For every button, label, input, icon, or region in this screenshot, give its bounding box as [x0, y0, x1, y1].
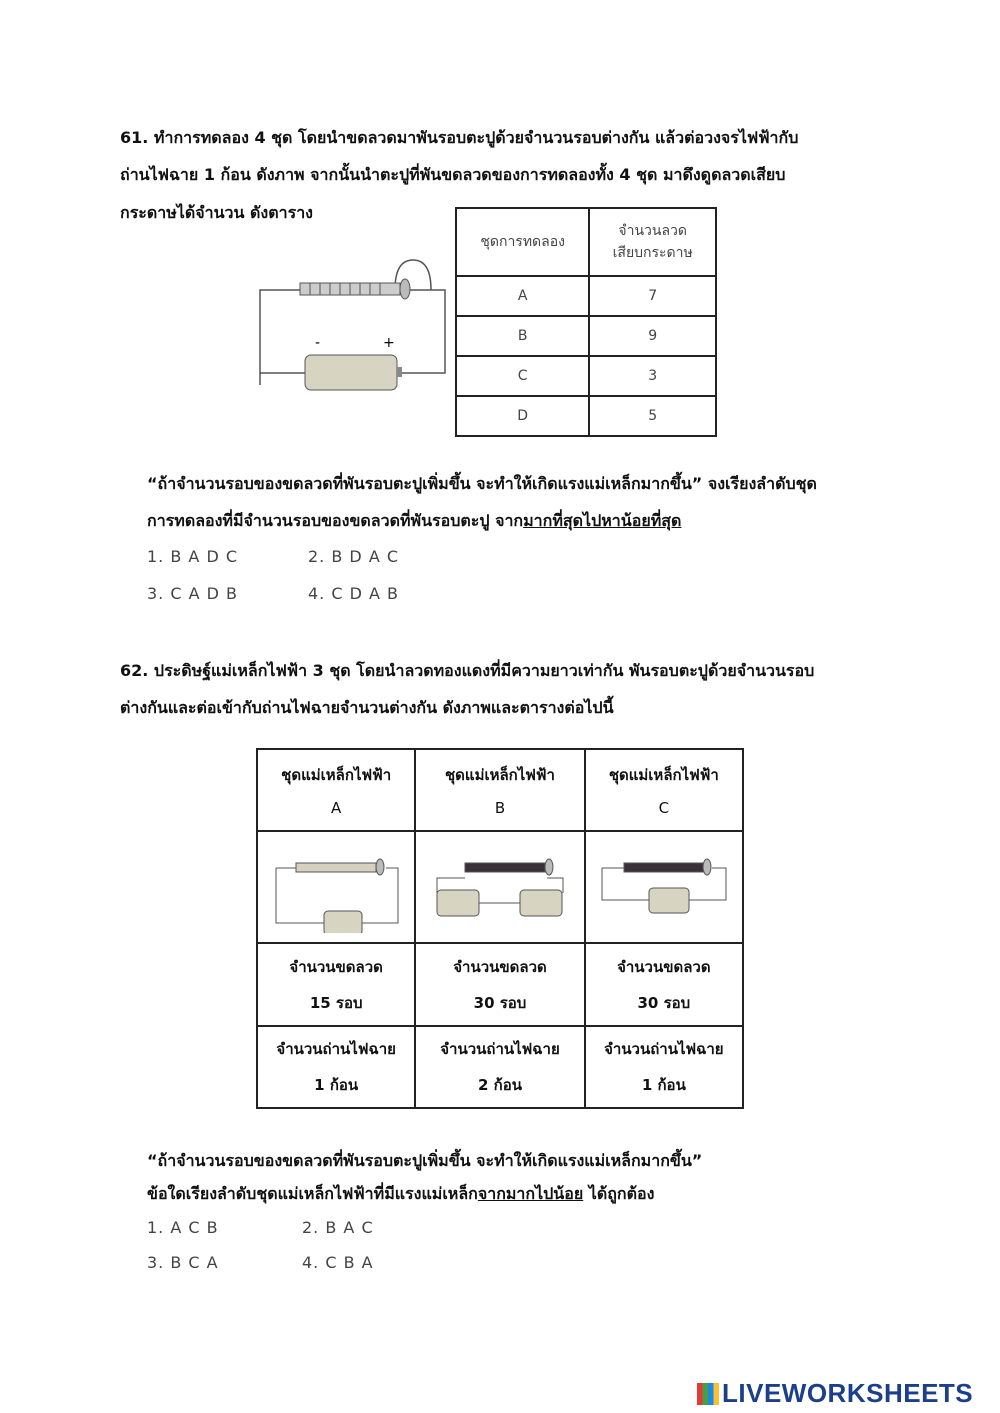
logo-icon: [697, 1383, 719, 1405]
q61-choice-4[interactable]: 4. C D A B: [308, 584, 400, 603]
table-row: [456, 396, 716, 436]
q62-text-line: 62. ประดิษฐ์แม่เหล็กไฟฟ้า 3 ชุด โดยนำลวดทองแดงที่มีความยาวเท่ากัน พันรอบตะปูด้วยจำนวนรอบ: [120, 661, 815, 680]
turns-cell-c: จำนวนขดลวด 30 รอบ: [585, 943, 743, 1026]
negative-terminal-label: -: [315, 335, 321, 351]
liveworksheets-logo[interactable]: LIVEWORKSHEETS: [697, 1378, 973, 1409]
positive-terminal-label: +: [383, 335, 395, 351]
circuit-image-b: [415, 831, 584, 943]
table-row: [456, 316, 716, 356]
q61-choice-3[interactable]: 3. C A D B: [147, 584, 239, 603]
count-cell: 7: [589, 276, 716, 316]
q61-statement: “ถ้าจำนวนรอบของขดลวดที่พันรอบตะปูเพิ่มขึ้น จะทำให้เกิดแรงแม่เหล็กมากขึ้น” จงเรียงลำดับชุด: [147, 474, 817, 493]
circuit-image-a: [257, 831, 415, 943]
header-set-a: ชุดแม่เหล็กไฟฟ้า A: [257, 749, 415, 831]
q61-choice-2[interactable]: 2. B D A C: [308, 547, 400, 566]
q62-choice-2[interactable]: 2. B A C: [302, 1218, 374, 1237]
q62-text-line: ต่างกันและต่อเข้ากับถ่านไฟฉายจำนวนต่างกัน ดังภาพและตารางต่อไปนี้: [120, 698, 614, 717]
table-row: [456, 276, 716, 316]
table-row: [456, 356, 716, 396]
q61-text-line: 61. ทำการทดลอง 4 ชุด โดยนำขดลวดมาพันรอบตะปูด้วยจำนวนรอบต่างกัน แล้วต่อวงจรไฟฟ้ากับ: [120, 128, 799, 147]
battery-cell-b: จำนวนถ่านไฟฉาย 2 ก้อน: [415, 1026, 584, 1108]
count-cell: 5: [589, 396, 716, 436]
q61-choice-1[interactable]: 1. B A D C: [147, 547, 239, 566]
q61-statement: การทดลองที่มีจำนวนรอบของขดลวดที่พันรอบตะปู จากมากที่สุดไปหาน้อยที่สุด: [147, 511, 682, 530]
q62-statement: “ถ้าจำนวนรอบของขดลวดที่พันรอบตะปูเพิ่มขึ้น จะทำให้เกิดแรงแม่เหล็กมากขึ้น”: [147, 1151, 703, 1170]
set-cell: B: [456, 316, 589, 356]
q61-results-table: [455, 207, 717, 437]
q62-choice-4[interactable]: 4. C B A: [302, 1253, 374, 1272]
electromagnet-circuit-diagram: [255, 255, 450, 400]
set-cell: A: [456, 276, 589, 316]
set-cell: C: [456, 356, 589, 396]
set-cell: D: [456, 396, 589, 436]
header-paperclip-count: จำนวนลวด เสียบกระดาษ: [589, 208, 716, 276]
header-set-c: ชุดแม่เหล็กไฟฟ้า C: [585, 749, 743, 831]
q62-statement: ข้อใดเรียงลำดับชุดแม่เหล็กไฟฟ้าที่มีแรงแม่เหล็กจากมากไปน้อย ได้ถูกต้อง: [147, 1184, 655, 1203]
header-experiment-set: ชุดการทดลอง: [456, 208, 589, 276]
count-cell: 3: [589, 356, 716, 396]
battery-cell-a: จำนวนถ่านไฟฉาย 1 ก้อน: [257, 1026, 415, 1108]
battery-cell-c: จำนวนถ่านไฟฉาย 1 ก้อน: [585, 1026, 743, 1108]
header-set-b: ชุดแม่เหล็กไฟฟ้า B: [415, 749, 584, 831]
q62-choice-1[interactable]: 1. A C B: [147, 1218, 219, 1237]
q61-text-line: กระดาษได้จำนวน ดังตาราง: [120, 203, 313, 222]
turns-cell-a: จำนวนขดลวด 15 รอบ: [257, 943, 415, 1026]
circuit-image-c: [585, 831, 743, 943]
count-cell: 9: [589, 316, 716, 356]
q61-text-line: ถ่านไฟฉาย 1 ก้อน ดังภาพ จากนั้นนำตะปูที่พันขดลวดของการทดลองทั้ง 4 ชุด มาดึงดูดลวดเสียบ: [120, 165, 786, 184]
q62-electromagnet-table: [256, 748, 744, 1109]
turns-cell-b: จำนวนขดลวด 30 รอบ: [415, 943, 584, 1026]
q62-choice-3[interactable]: 3. B C A: [147, 1253, 219, 1272]
